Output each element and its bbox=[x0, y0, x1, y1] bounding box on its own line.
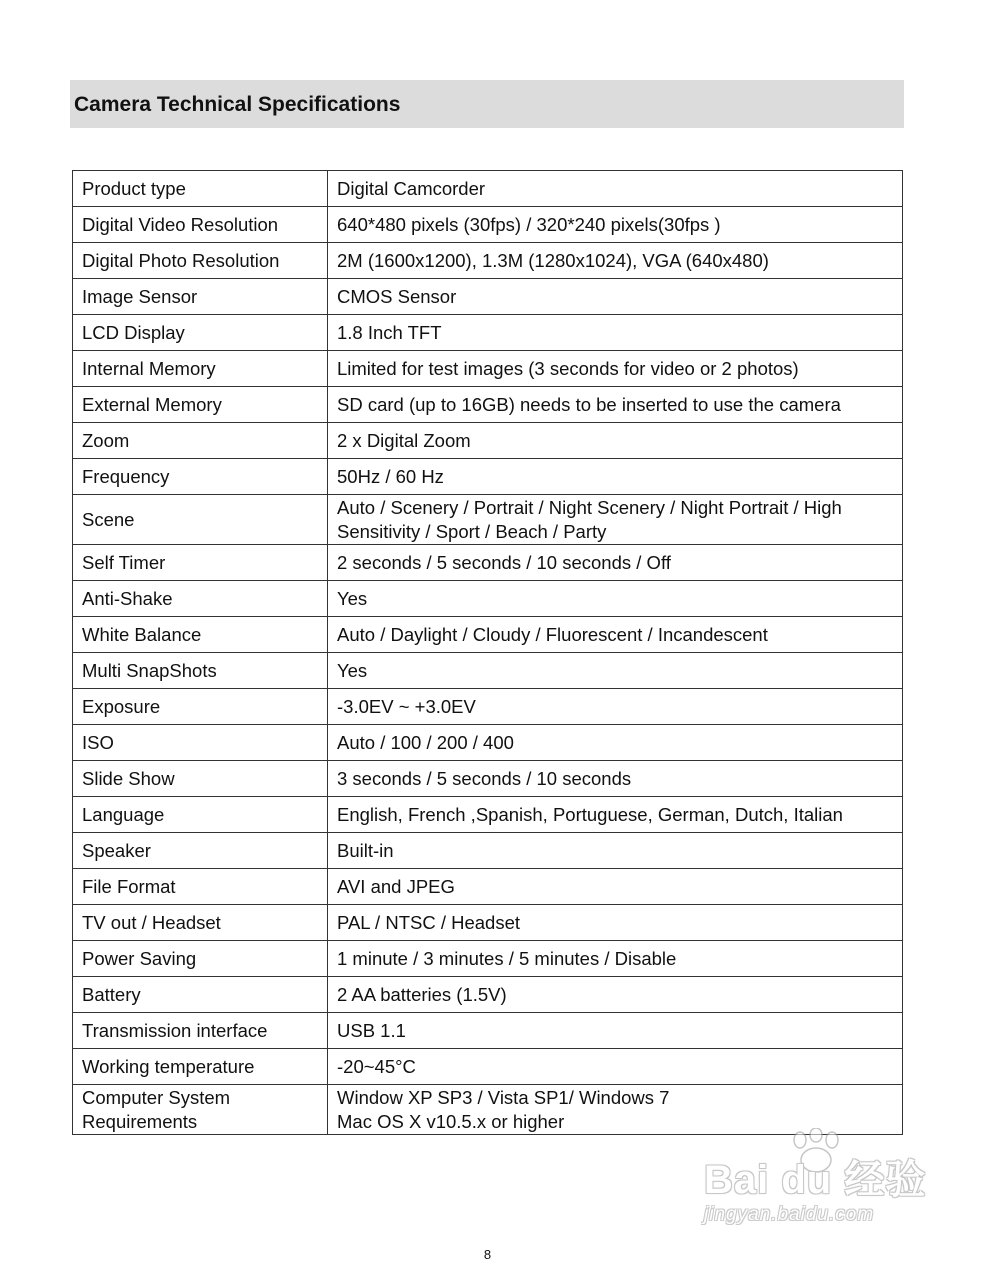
spec-row bbox=[73, 423, 903, 459]
spec-value: 2 AA batteries (1.5V) bbox=[328, 977, 903, 1013]
spec-value: SD card (up to 16GB) needs to be inserted to use the camera bbox=[328, 387, 903, 423]
page-number: 8 bbox=[483, 1247, 492, 1262]
spec-value: Yes bbox=[328, 653, 903, 689]
spec-value: Auto / Daylight / Cloudy / Fluorescent / Incandescent bbox=[328, 617, 903, 653]
spec-value: Auto / 100 / 200 / 400 bbox=[328, 725, 903, 761]
spec-label: Digital Photo Resolution bbox=[73, 243, 328, 279]
spec-label: Zoom bbox=[73, 423, 328, 459]
spec-row bbox=[73, 545, 903, 581]
spec-value: CMOS Sensor bbox=[328, 279, 903, 315]
spec-value: Window XP SP3 / Vista SP1/ Windows 7 Mac OS X v10.5.x or higher bbox=[328, 1085, 903, 1135]
spec-label: ISO bbox=[73, 725, 328, 761]
spec-row bbox=[73, 905, 903, 941]
spec-value: -20~45°C bbox=[328, 1049, 903, 1085]
watermark-brand: Bai du 经验 bbox=[704, 1158, 927, 1202]
spec-label: Digital Video Resolution bbox=[73, 207, 328, 243]
spec-value: USB 1.1 bbox=[328, 1013, 903, 1049]
spec-label: LCD Display bbox=[73, 315, 328, 351]
spec-row bbox=[73, 315, 903, 351]
spec-label: Anti-Shake bbox=[73, 581, 328, 617]
spec-value: 2 x Digital Zoom bbox=[328, 423, 903, 459]
spec-row bbox=[73, 869, 903, 905]
spec-row bbox=[73, 495, 903, 545]
spec-value: 3 seconds / 5 seconds / 10 seconds bbox=[328, 761, 903, 797]
spec-row bbox=[73, 1013, 903, 1049]
spec-row bbox=[73, 977, 903, 1013]
watermark-url: jingyan.baidu.com bbox=[704, 1204, 875, 1225]
spec-value: PAL / NTSC / Headset bbox=[328, 905, 903, 941]
spec-row bbox=[73, 171, 903, 207]
spec-label: Scene bbox=[73, 495, 328, 545]
spec-label: Power Saving bbox=[73, 941, 328, 977]
spec-value: Yes bbox=[328, 581, 903, 617]
spec-label: Working temperature bbox=[73, 1049, 328, 1085]
spec-row bbox=[73, 1085, 903, 1135]
spec-label: Frequency bbox=[73, 459, 328, 495]
section-title: Camera Technical Specifications bbox=[74, 93, 401, 116]
spec-value: 1.8 Inch TFT bbox=[328, 315, 903, 351]
spec-row bbox=[73, 351, 903, 387]
spec-table bbox=[72, 170, 903, 1135]
spec-value: Limited for test images (3 seconds for video or 2 photos) bbox=[328, 351, 903, 387]
spec-label: Exposure bbox=[73, 689, 328, 725]
spec-row bbox=[73, 761, 903, 797]
spec-label: Product type bbox=[73, 171, 328, 207]
spec-label: Self Timer bbox=[73, 545, 328, 581]
spec-value: Digital Camcorder bbox=[328, 171, 903, 207]
spec-value: Built-in bbox=[328, 833, 903, 869]
spec-value: 640*480 pixels (30fps) / 320*240 pixels(30fps ) bbox=[328, 207, 903, 243]
spec-row bbox=[73, 689, 903, 725]
spec-row bbox=[73, 833, 903, 869]
spec-value: English, French ,Spanish, Portuguese, German, Dutch, Italian bbox=[328, 797, 903, 833]
spec-label: Language bbox=[73, 797, 328, 833]
spec-row bbox=[73, 617, 903, 653]
spec-label: White Balance bbox=[73, 617, 328, 653]
spec-row bbox=[73, 243, 903, 279]
spec-label: Internal Memory bbox=[73, 351, 328, 387]
spec-row bbox=[73, 581, 903, 617]
spec-value: 1 minute / 3 minutes / 5 minutes / Disable bbox=[328, 941, 903, 977]
spec-label: Transmission interface bbox=[73, 1013, 328, 1049]
spec-row bbox=[73, 653, 903, 689]
spec-label: Multi SnapShots bbox=[73, 653, 328, 689]
spec-row bbox=[73, 279, 903, 315]
spec-label: Battery bbox=[73, 977, 328, 1013]
spec-row bbox=[73, 797, 903, 833]
spec-label: Speaker bbox=[73, 833, 328, 869]
spec-label: External Memory bbox=[73, 387, 328, 423]
spec-row bbox=[73, 1049, 903, 1085]
spec-value: 50Hz / 60 Hz bbox=[328, 459, 903, 495]
spec-label: File Format bbox=[73, 869, 328, 905]
spec-value: 2 seconds / 5 seconds / 10 seconds / Off bbox=[328, 545, 903, 581]
baidu-watermark bbox=[700, 1128, 940, 1238]
spec-label: Computer System Requirements bbox=[73, 1085, 328, 1135]
spec-row bbox=[73, 941, 903, 977]
spec-label: TV out / Headset bbox=[73, 905, 328, 941]
spec-row bbox=[73, 387, 903, 423]
spec-row bbox=[73, 207, 903, 243]
section-header-bar bbox=[70, 80, 904, 128]
spec-value: Auto / Scenery / Portrait / Night Scenery / Night Portrait / High Sensitivity / Sport / Beach / Party bbox=[328, 495, 903, 545]
spec-label: Image Sensor bbox=[73, 279, 328, 315]
spec-row bbox=[73, 459, 903, 495]
spec-value: AVI and JPEG bbox=[328, 869, 903, 905]
spec-row bbox=[73, 725, 903, 761]
spec-value: 2M (1600x1200), 1.3M (1280x1024), VGA (640x480) bbox=[328, 243, 903, 279]
spec-label: Slide Show bbox=[73, 761, 328, 797]
spec-value: -3.0EV ~ +3.0EV bbox=[328, 689, 903, 725]
